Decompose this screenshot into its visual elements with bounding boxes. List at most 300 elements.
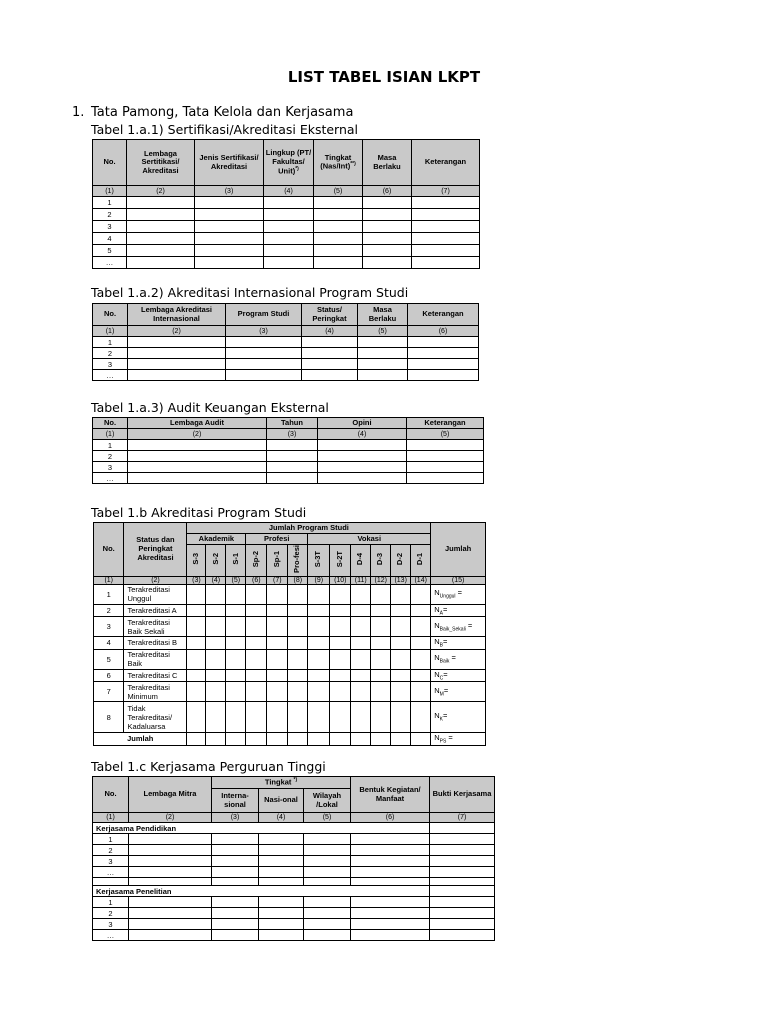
table-cell[interactable] [212, 930, 259, 941]
column-index: (2) [127, 186, 195, 197]
header-lingkup [264, 140, 314, 186]
table-cell[interactable] [430, 823, 495, 834]
count-cell[interactable] [308, 669, 330, 682]
header-level [391, 545, 411, 577]
table-cell[interactable] [314, 233, 363, 245]
table-cell[interactable] [195, 233, 264, 245]
count-cell[interactable] [330, 637, 351, 650]
table-cell[interactable] [264, 257, 314, 269]
count-cell[interactable] [187, 584, 206, 604]
table-cell[interactable] [129, 845, 212, 856]
table-cell[interactable] [259, 908, 304, 919]
count-cell[interactable] [246, 604, 267, 617]
status-label: Terakreditasi C [124, 669, 187, 682]
count-cell[interactable] [351, 604, 371, 617]
count-cell[interactable] [308, 637, 330, 650]
table-cell[interactable] [351, 845, 430, 856]
count-cell[interactable] [308, 584, 330, 604]
table-cell[interactable] [412, 245, 480, 257]
table-cell[interactable] [430, 908, 495, 919]
table-cell[interactable] [351, 878, 430, 886]
count-cell[interactable] [330, 649, 351, 669]
table-cell[interactable] [358, 359, 408, 370]
count-cell[interactable] [330, 604, 351, 617]
table-cell[interactable] [264, 245, 314, 257]
count-cell[interactable] [371, 584, 391, 604]
count-cell[interactable] [351, 682, 371, 702]
count-cell[interactable] [206, 669, 226, 682]
table-cell[interactable] [430, 886, 495, 897]
header-jumlah: Jumlah [431, 523, 486, 577]
table-cell[interactable] [358, 337, 408, 348]
table-cell[interactable] [129, 878, 212, 886]
table-cell[interactable] [259, 856, 304, 867]
table-row [93, 845, 495, 856]
header-no: No. [93, 140, 127, 186]
column-index: (5) [314, 186, 363, 197]
table-cell[interactable] [304, 930, 351, 941]
table-cell[interactable] [412, 221, 480, 233]
table-cell[interactable] [304, 867, 351, 878]
table-cell[interactable] [195, 221, 264, 233]
sum-subscript: PS [439, 738, 447, 745]
table-cell[interactable] [412, 233, 480, 245]
count-cell[interactable] [246, 669, 267, 682]
count-cell[interactable] [411, 584, 431, 604]
count-cell[interactable] [246, 702, 267, 733]
table-cell[interactable] [267, 451, 318, 462]
table-cell[interactable] [430, 856, 495, 867]
count-cell[interactable] [288, 604, 308, 617]
column-index: (5) [358, 326, 408, 337]
table-cell[interactable] [226, 359, 302, 370]
table-cell[interactable] [358, 348, 408, 359]
table-cell[interactable] [358, 370, 408, 381]
table-row [94, 649, 486, 669]
count-cell[interactable] [226, 604, 246, 617]
table-cell[interactable] [351, 908, 430, 919]
count-cell[interactable] [330, 584, 351, 604]
table-cell[interactable] [128, 348, 226, 359]
count-cell[interactable] [246, 617, 267, 637]
row-number: … [93, 257, 127, 269]
table-cell[interactable] [408, 359, 479, 370]
caption-table-1c: Tabel 1.c Kerjasama Perguruan Tinggi [91, 759, 326, 774]
table-cell[interactable] [128, 359, 226, 370]
table-cell[interactable] [212, 845, 259, 856]
table-row [94, 669, 486, 682]
table-cell[interactable] [128, 462, 267, 473]
table-cell[interactable] [212, 919, 259, 930]
row-number: 3 [93, 221, 127, 233]
count-cell[interactable] [371, 733, 391, 746]
count-cell[interactable] [288, 649, 308, 669]
count-cell[interactable] [351, 669, 371, 682]
count-cell[interactable] [187, 669, 206, 682]
count-cell[interactable] [187, 702, 206, 733]
sum-subscript: A [439, 610, 444, 617]
table-cell[interactable] [212, 834, 259, 845]
table-cell[interactable] [259, 930, 304, 941]
count-cell[interactable] [267, 637, 288, 650]
table-cell[interactable] [412, 209, 480, 221]
count-cell[interactable] [391, 637, 411, 650]
caption-table-1a3: Tabel 1.a.3) Audit Keuangan Eksternal [91, 400, 329, 415]
table-cell[interactable] [129, 919, 212, 930]
table-cell[interactable] [264, 209, 314, 221]
count-cell[interactable] [371, 617, 391, 637]
table-cell[interactable] [195, 257, 264, 269]
count-cell[interactable] [411, 637, 431, 650]
count-cell[interactable] [267, 682, 288, 702]
count-cell[interactable] [371, 649, 391, 669]
table-row [93, 919, 495, 930]
table-cell[interactable] [212, 897, 259, 908]
count-cell[interactable] [246, 584, 267, 604]
count-cell[interactable] [206, 702, 226, 733]
count-cell[interactable] [288, 669, 308, 682]
table-cell[interactable] [259, 919, 304, 930]
count-cell[interactable] [411, 669, 431, 682]
count-cell[interactable] [246, 682, 267, 702]
table-cell[interactable] [304, 908, 351, 919]
count-cell[interactable] [226, 682, 246, 702]
table-1b [93, 522, 486, 746]
count-cell[interactable] [267, 733, 288, 746]
table-cell[interactable] [264, 233, 314, 245]
table-cell[interactable] [408, 348, 479, 359]
table-row [93, 245, 480, 257]
table-cell[interactable] [302, 370, 358, 381]
sum-cell [431, 733, 486, 746]
count-cell[interactable] [330, 617, 351, 637]
table-cell[interactable] [430, 919, 495, 930]
header-lingkup-label: Lingkup (PT/ Fakultas/ Unit) [265, 148, 312, 176]
table-cell[interactable] [302, 337, 358, 348]
count-cell[interactable] [187, 682, 206, 702]
header-level [206, 545, 226, 577]
count-cell[interactable] [351, 733, 371, 746]
count-cell[interactable] [226, 669, 246, 682]
count-cell[interactable] [308, 604, 330, 617]
count-cell[interactable] [246, 637, 267, 650]
table-cell[interactable] [318, 440, 407, 451]
table-cell[interactable] [128, 440, 267, 451]
sum-symbol: N [434, 637, 440, 647]
count-cell[interactable] [206, 649, 226, 669]
count-cell[interactable] [351, 649, 371, 669]
level-label: S-1 [230, 553, 240, 565]
table-cell[interactable] [430, 867, 495, 878]
table-row [94, 637, 486, 650]
table-cell[interactable] [267, 440, 318, 451]
count-cell[interactable] [206, 604, 226, 617]
count-cell[interactable] [206, 617, 226, 637]
table-cell[interactable] [351, 856, 430, 867]
count-cell[interactable] [308, 649, 330, 669]
table-cell[interactable] [259, 878, 304, 886]
table-cell[interactable] [226, 370, 302, 381]
count-cell[interactable] [371, 682, 391, 702]
table-cell[interactable] [407, 462, 484, 473]
count-cell[interactable] [187, 617, 206, 637]
caption-table-1a1: Tabel 1.a.1) Sertifikasi/Akreditasi Eksternal [91, 122, 359, 137]
sum-subscript: B [439, 642, 444, 649]
count-cell[interactable] [308, 702, 330, 733]
table-row [94, 682, 486, 702]
table-cell[interactable] [430, 930, 495, 941]
header-level [187, 545, 206, 577]
count-cell[interactable] [308, 733, 330, 746]
table-cell[interactable] [314, 221, 363, 233]
count-cell[interactable] [351, 584, 371, 604]
spacer-row [93, 878, 495, 886]
row-number: 3 [94, 617, 124, 637]
row-number: 1 [93, 440, 128, 451]
count-cell[interactable] [267, 584, 288, 604]
table-cell[interactable] [363, 197, 412, 209]
table-cell[interactable] [363, 245, 412, 257]
table-cell[interactable] [212, 856, 259, 867]
table-cell[interactable] [259, 834, 304, 845]
table-cell[interactable] [363, 233, 412, 245]
count-cell[interactable] [371, 669, 391, 682]
column-index: (1) [93, 813, 129, 823]
table-cell[interactable] [302, 359, 358, 370]
count-cell[interactable] [411, 733, 431, 746]
table-cell[interactable] [314, 197, 363, 209]
table-cell[interactable] [129, 930, 212, 941]
count-cell[interactable] [351, 637, 371, 650]
table-cell[interactable] [304, 856, 351, 867]
table-cell[interactable] [259, 845, 304, 856]
table-cell[interactable] [128, 370, 226, 381]
table-cell[interactable] [129, 897, 212, 908]
table-cell[interactable] [304, 878, 351, 886]
count-cell[interactable] [391, 702, 411, 733]
table-cell[interactable] [195, 245, 264, 257]
table-cell[interactable] [304, 919, 351, 930]
table-cell[interactable] [226, 337, 302, 348]
table-cell[interactable] [226, 348, 302, 359]
table-cell[interactable] [302, 348, 358, 359]
row-number: … [93, 867, 129, 878]
table-cell[interactable] [363, 221, 412, 233]
table-cell[interactable] [93, 878, 129, 886]
count-cell[interactable] [411, 682, 431, 702]
header-profesi: Profesi [246, 534, 308, 545]
count-cell[interactable] [288, 733, 308, 746]
section-heading [72, 105, 353, 120]
column-index: (3) [212, 813, 259, 823]
count-cell[interactable] [246, 733, 267, 746]
count-cell[interactable] [391, 669, 411, 682]
table-cell[interactable] [430, 845, 495, 856]
row-number: … [93, 473, 128, 484]
table-cell[interactable] [407, 440, 484, 451]
column-index: (1) [93, 429, 128, 440]
count-cell[interactable] [288, 637, 308, 650]
header-no: No. [93, 777, 129, 813]
table-cell[interactable] [128, 337, 226, 348]
table-cell[interactable] [212, 867, 259, 878]
table-cell[interactable] [314, 257, 363, 269]
table-cell[interactable] [127, 257, 195, 269]
count-cell[interactable] [391, 584, 411, 604]
count-cell[interactable] [308, 617, 330, 637]
table-cell[interactable] [127, 221, 195, 233]
count-cell[interactable] [226, 617, 246, 637]
table-row [93, 451, 484, 462]
count-cell[interactable] [411, 702, 431, 733]
group-row [93, 886, 495, 897]
table-cell[interactable] [351, 867, 430, 878]
table-cell[interactable] [129, 856, 212, 867]
count-cell[interactable] [226, 733, 246, 746]
table-cell[interactable] [408, 337, 479, 348]
count-cell[interactable] [351, 702, 371, 733]
count-cell[interactable] [206, 733, 226, 746]
table-row [93, 221, 480, 233]
table-cell[interactable] [128, 451, 267, 462]
count-cell[interactable] [391, 604, 411, 617]
table-cell[interactable] [363, 257, 412, 269]
table-cell[interactable] [212, 878, 259, 886]
table-cell[interactable] [304, 845, 351, 856]
count-cell[interactable] [371, 637, 391, 650]
table-cell[interactable] [195, 209, 264, 221]
table-cell[interactable] [127, 209, 195, 221]
count-cell[interactable] [391, 649, 411, 669]
count-cell[interactable] [187, 733, 206, 746]
table-cell[interactable] [127, 233, 195, 245]
column-index: (2) [129, 813, 212, 823]
sum-equals: = [449, 653, 456, 663]
column-index: (3) [267, 429, 318, 440]
table-cell[interactable] [407, 451, 484, 462]
table-cell[interactable] [318, 462, 407, 473]
count-cell[interactable] [288, 584, 308, 604]
table-cell[interactable] [412, 197, 480, 209]
count-cell[interactable] [187, 637, 206, 650]
count-cell[interactable] [267, 669, 288, 682]
table-row [93, 233, 480, 245]
table-cell[interactable] [259, 867, 304, 878]
count-cell[interactable] [411, 604, 431, 617]
row-number: 1 [94, 584, 124, 604]
column-index: (6) [351, 813, 430, 823]
count-cell[interactable] [371, 702, 391, 733]
table-cell[interactable] [351, 897, 430, 908]
count-cell[interactable] [187, 649, 206, 669]
count-cell[interactable] [206, 584, 226, 604]
header-lembaga: Lembaga Akreditasi Internasional [128, 304, 226, 326]
table-cell[interactable] [259, 897, 304, 908]
count-cell[interactable] [267, 649, 288, 669]
table-cell[interactable] [127, 245, 195, 257]
count-cell[interactable] [246, 649, 267, 669]
count-cell[interactable] [226, 702, 246, 733]
table-cell[interactable] [351, 919, 430, 930]
table-cell[interactable] [127, 197, 195, 209]
table-cell[interactable] [129, 867, 212, 878]
table-cell[interactable] [129, 908, 212, 919]
table-cell[interactable] [129, 834, 212, 845]
column-index: (3) [195, 186, 264, 197]
count-cell[interactable] [411, 649, 431, 669]
table-cell[interactable] [304, 897, 351, 908]
table-cell[interactable] [267, 473, 318, 484]
count-cell[interactable] [391, 733, 411, 746]
table-cell[interactable] [195, 197, 264, 209]
header-tingkat [212, 777, 351, 789]
count-cell[interactable] [330, 702, 351, 733]
count-cell[interactable] [330, 682, 351, 702]
header-wilayah-lokal: Wilayah /Lokal [304, 789, 351, 813]
table-cell[interactable] [264, 197, 314, 209]
count-cell[interactable] [288, 702, 308, 733]
count-cell[interactable] [351, 617, 371, 637]
table-cell[interactable] [318, 451, 407, 462]
count-cell[interactable] [391, 682, 411, 702]
count-cell[interactable] [206, 682, 226, 702]
table-cell[interactable] [363, 209, 412, 221]
count-cell[interactable] [288, 617, 308, 637]
table-cell[interactable] [318, 473, 407, 484]
count-cell[interactable] [308, 682, 330, 702]
count-cell[interactable] [226, 637, 246, 650]
count-cell[interactable] [330, 733, 351, 746]
table-cell[interactable] [430, 834, 495, 845]
table-row [93, 462, 484, 473]
column-index: (2) [124, 576, 187, 584]
table-cell[interactable] [267, 462, 318, 473]
count-cell[interactable] [371, 604, 391, 617]
count-cell[interactable] [267, 702, 288, 733]
sum-subscript: Unggul [439, 593, 456, 600]
table-cell[interactable] [264, 221, 314, 233]
count-cell[interactable] [267, 617, 288, 637]
table-1a1 [92, 139, 480, 269]
column-index: (7) [430, 813, 495, 823]
count-cell[interactable] [206, 637, 226, 650]
count-cell[interactable] [187, 604, 206, 617]
table-cell[interactable] [304, 834, 351, 845]
level-label: D-1 [415, 552, 425, 566]
count-cell[interactable] [226, 584, 246, 604]
count-cell[interactable] [288, 682, 308, 702]
count-cell[interactable] [267, 604, 288, 617]
count-cell[interactable] [330, 669, 351, 682]
count-cell[interactable] [411, 617, 431, 637]
table-cell[interactable] [314, 245, 363, 257]
table-cell[interactable] [128, 473, 267, 484]
table-cell[interactable] [430, 878, 495, 886]
sum-symbol: N [434, 604, 440, 614]
count-cell[interactable] [391, 617, 411, 637]
table-cell[interactable] [430, 897, 495, 908]
header-jenis: Jenis Sertifikasi/ Akreditasi [195, 140, 264, 186]
table-cell[interactable] [351, 930, 430, 941]
table-cell[interactable] [351, 834, 430, 845]
table-cell[interactable] [412, 257, 480, 269]
table-cell[interactable] [408, 370, 479, 381]
table-cell[interactable] [314, 209, 363, 221]
count-cell[interactable] [226, 649, 246, 669]
table-cell[interactable] [212, 908, 259, 919]
level-label: S-2T [334, 550, 344, 568]
table-cell[interactable] [407, 473, 484, 484]
